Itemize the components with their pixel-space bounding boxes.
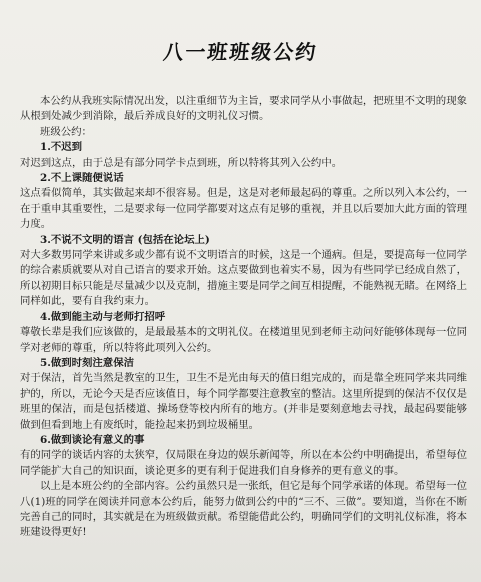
item-text: 有的同学的谈话内容的太狭窄，仅局限在身边的娱乐新闻等，所以在本公约中明确提出，希望每位同学能扩大自己的知识面，谈论更多的更有利于促进我们自身修养的更有意义的事。 [20,449,467,477]
item-text: 尊敬长辈是我们应该做的，是最最基本的文明礼仪。在楼道里见到老师主动问好能够体现每一位同学对老师的尊重，所以特将此项列入公约。 [20,326,467,354]
item-heading: 5.做到时刻注意保洁 [40,356,134,369]
list-label: 班级公约： [40,125,92,138]
item-heading: 1.不迟到 [40,141,83,154]
item-heading: 6.做到谈论有意义的事 [40,433,145,446]
item-text: 对于保洁，首先当然是教室的卫生，卫生不是光由每天的值日组完成的，而是靠全班同学来共同维护的，所以，无论今天是否应该值日，每个同学都要注意教室的整洁。这里所提到的保洁不仅仅是班里的保洁，而是包括楼道、操场登等校内所有的地方。(并非是要刻意地去寻找，最起码要能够做到但看到地上有废纸时，能捡起来扔到垃圾桶里。 [20,372,467,431]
item-text: 对大多数男同学来讲或多或少都有说不文明语言的时候，这是一个通病。但是，要提高每一位同学的综合素质就要从对自己语言的要求开始。这点要做到也着实不易，因为有些同学已经成自然了，所以初期目标只能是尽量减少以及克制，措施主要是同学之间互相提醒，不能熟视无睹。在网络上同样如此，要有自我约束力。 [20,249,467,308]
item-text: 对迟到这点，由于总是有部分同学卡点到班，所以特将其列入公约中。 [20,156,343,169]
document-body [20,94,467,541]
intro-paragraph: 本公约从我班实际情况出发，以注重细节为主旨，要求同学从小事做起，把班里不文明的现象从根到处减少到消除，最后养成良好的文明礼仪习惯。 [20,95,467,123]
item-heading: 3.不说不文明的语言 (包括在论坛上) [40,233,210,246]
item-heading: 2.不上课随便说话 [40,172,124,185]
closing-paragraph: 以上是本班公约的全部内容。公约虽然只是一张纸，但它是每个同学承诺的体现。希望每一位八(1)班的同学在阅读并同意本公约后，能努力做到公约中的“三不、三做”。要知道，当你在不断完善自己的同时，其实就是在为班级做贡献。希望能借此公约，明确同学们的文明礼仪标准，将本班建设得更好! [20,480,467,539]
item-text: 这点看似简单，其实做起来却不很容易。但是，这是对老师最起码的尊重。之所以列入本公约，一在于重申其重要性，二是要求每一位同学都要对这点有足够的重视，并且以后要加大此方面的管理力度。 [20,187,467,231]
item-heading: 4.做到能主动与老师打招呼 [40,310,166,323]
document-title: 八一班班级公约 [162,40,319,64]
